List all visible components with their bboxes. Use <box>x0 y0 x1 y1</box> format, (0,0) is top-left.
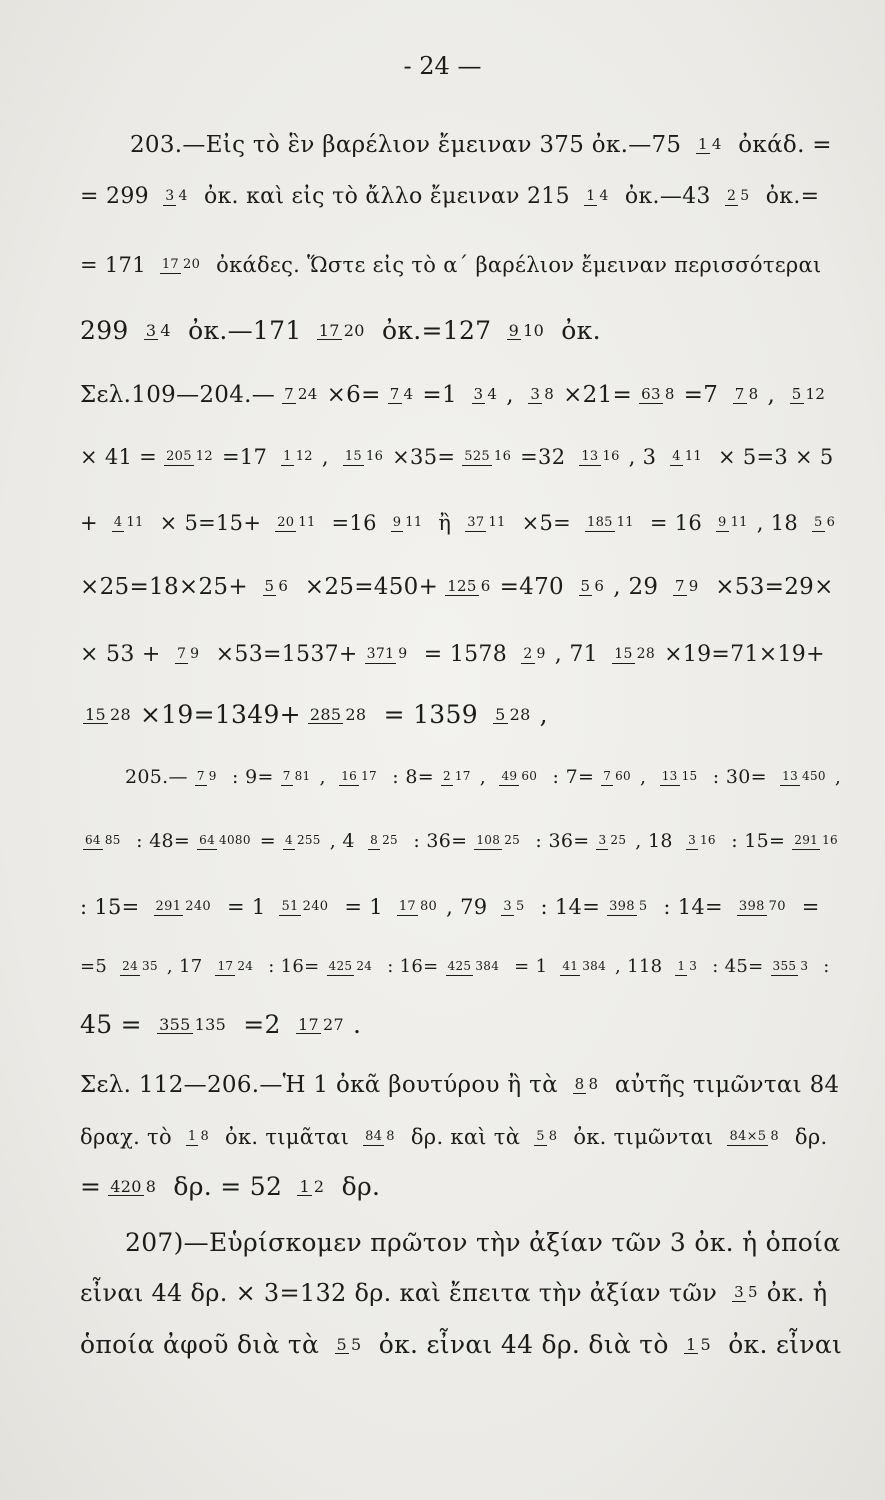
fraction: 1 5 <box>685 1335 711 1354</box>
fraction: 3 4 <box>145 321 171 340</box>
fraction: 20 11 <box>277 515 316 530</box>
fraction: 16 17 <box>339 768 379 786</box>
text-line: = 420 8 δρ. = 52 1 2 δρ. <box>80 1172 381 1201</box>
fraction: 8 25 <box>368 832 400 850</box>
fraction: 525 16 <box>464 449 512 464</box>
fraction: 64 4080 <box>197 832 253 850</box>
fraction: 205 12 <box>166 449 213 464</box>
fraction: 7 9 <box>176 646 200 662</box>
fraction: 8 8 <box>574 1075 599 1093</box>
fraction: 108 25 <box>474 832 522 850</box>
page-number: - 24 — <box>403 52 482 80</box>
text-line: =5 24 35 , 17 17 24 : 16= 425 24 : 16= 425 384 = 1 41 384 , 118 1 3 : 45= 355 3 : <box>80 956 830 977</box>
fraction: 7 8 <box>734 385 759 403</box>
fraction: 63 8 <box>641 385 675 403</box>
text-line: ×25=18×25+ 5 6 ×25=450+ 125 6 =470 5 6 , 29 7 9 ×53=29× <box>80 574 834 600</box>
fraction: 9 11 <box>718 515 748 530</box>
text-line: = 171 17 20 ὀκάδες. Ὥστε εἰς τὸ α΄ βαρέλιον ἔμειναν περισσότεραι <box>80 253 822 277</box>
fraction: 24 35 <box>120 958 160 976</box>
fraction: 5 5 <box>336 1335 362 1354</box>
text-line: + 4 11 × 5=15+ 20 11 =16 9 11 ἢ 37 11 ×5= 185 11 = 16 9 11 , 18 5 6 <box>80 511 836 535</box>
fraction: 64 85 <box>83 832 123 850</box>
fraction: 420 8 <box>110 1177 157 1196</box>
fraction: 7 9 <box>195 768 219 786</box>
fraction: 5 12 <box>791 385 826 403</box>
text-line: = 299 3 4 ὀκ. καὶ εἰς τὸ ἄλλο ἔμειναν 215 1 4 ὀκ.—43 2 5 ὀκ.= <box>80 184 820 209</box>
text-line: 299 3 4 ὀκ.—171 17 20 ὀκ.=127 9 10 ὀκ. <box>80 316 601 345</box>
fraction: 15 16 <box>344 449 384 464</box>
text-line: 205.— 7 9 : 9= 7 81 , 16 17 : 8= 2 17 , 49 60 : 7= 7 60 , 13 15 : 30= 13 450 , <box>125 766 842 788</box>
fraction: 371 9 <box>366 646 408 662</box>
fraction: 1 3 <box>675 958 699 976</box>
text-line: 203.—Εἰς τὸ ἓν βαρέλιον ἔμειναν 375 ὀκ.—75 1 4 ὀκάδ. = <box>130 132 832 158</box>
fraction: 17 24 <box>215 958 255 976</box>
text-line: 15 28 ×19=1349+ 285 28 = 1359 5 28 , <box>85 700 548 729</box>
fraction: 3 4 <box>165 188 188 204</box>
fraction: 4 11 <box>672 449 702 464</box>
fraction: 9 10 <box>508 321 545 340</box>
text-line: ὁποία ἀφοῦ διὰ τὰ 5 5 ὀκ. εἶναι 44 δρ. διὰ τὸ 1 5 ὀκ. εἶναι <box>80 1330 843 1359</box>
fraction: 5 6 <box>264 577 289 595</box>
fraction: 5 6 <box>814 515 836 530</box>
fraction: 1 12 <box>283 449 313 464</box>
fraction: 15 28 <box>614 646 656 662</box>
fraction: 17 20 <box>161 257 201 272</box>
text-line: Σελ.109—204.— 7 24 ×6= 7 4 =1 3 4 , 3 8 ×21= 63 8 =7 7 8 , 5 12 <box>80 382 826 408</box>
fraction: 3 5 <box>503 899 525 914</box>
fraction: 51 240 <box>281 899 329 914</box>
fraction: 3 4 <box>473 385 498 403</box>
fraction: 398 70 <box>738 899 786 914</box>
text-line: Σελ. 112—206.—Ἡ 1 ὀκᾶ βουτύρου ἢ τὰ 8 8 αὐτῆς τιμῶνται 84 <box>80 1072 840 1098</box>
text-line: : 15= 291 240 = 1 51 240 = 1 17 80 , 79 3 5 : 14= 398 5 : 14= 398 70 = <box>80 895 820 919</box>
text-line: 64 85 : 48= 64 4080 = 4 255 , 4 8 25 : 36= 108 25 : 36= 3 25 , 18 3 16 : 15= 291 16 <box>85 830 838 852</box>
fraction: 37 11 <box>467 515 506 530</box>
fraction: 5 28 <box>495 705 531 724</box>
fraction: 3 25 <box>596 832 628 850</box>
fraction: 1 2 <box>299 1177 325 1196</box>
fraction: 398 5 <box>609 899 648 914</box>
fraction: 1 8 <box>187 1129 210 1144</box>
fraction: 3 16 <box>686 832 718 850</box>
fraction: 1 4 <box>697 135 722 153</box>
fraction: 7 24 <box>284 385 318 403</box>
fraction: 17 20 <box>318 321 365 340</box>
fraction: 291 240 <box>155 899 211 914</box>
text-line: εἶναι 44 δρ. × 3=132 δρ. καὶ ἔπειτα τὴν ἀξίαν τῶν 3 5 ὀκ. ἡ <box>80 1279 828 1307</box>
text-line: 207)—Εὑρίσκομεν πρῶτον τὴν ἀξίαν τῶν 3 ὀκ. ἡ ὁποία <box>125 1228 841 1257</box>
fraction: 185 11 <box>587 515 634 530</box>
fraction: 13 16 <box>581 449 620 464</box>
fraction: 9 11 <box>392 515 423 530</box>
fraction: 355 3 <box>771 958 811 976</box>
fraction: 2 5 <box>727 188 750 204</box>
fraction: 7 4 <box>389 385 414 403</box>
fraction: 7 81 <box>281 768 313 786</box>
fraction: 7 60 <box>601 768 633 786</box>
fraction: 49 60 <box>499 768 539 786</box>
fraction: 4 11 <box>113 515 144 530</box>
fraction: 425 384 <box>446 958 502 976</box>
fraction: 15 28 <box>85 705 131 724</box>
text-line: δραχ. τὸ 1 8 ὀκ. τιμᾶται 84 8 δρ. καὶ τὰ 5 8 ὀκ. τιμῶνται 84×5 8 δρ. <box>80 1125 828 1149</box>
fraction: 1 4 <box>586 188 609 204</box>
fraction: 355 135 <box>159 1015 227 1034</box>
fraction: 5 8 <box>536 1129 558 1144</box>
fraction: 17 80 <box>398 899 438 914</box>
fraction: 17 27 <box>298 1015 344 1034</box>
fraction: 2 17 <box>441 768 473 786</box>
fraction: 125 6 <box>447 577 491 595</box>
fraction: 41 384 <box>560 958 608 976</box>
fraction: 291 16 <box>792 832 840 850</box>
fraction: 7 9 <box>674 577 699 595</box>
fraction: 84 8 <box>365 1129 395 1144</box>
text-line: 45 = 355 135 =2 17 27 . <box>80 1010 362 1039</box>
fraction: 13 15 <box>660 768 700 786</box>
text-line: × 41 = 205 12 =17 1 12 , 15 16 ×35= 525 16 =32 13 16 , 3 4 11 × 5=3 × 5 <box>80 445 834 469</box>
fraction: 5 6 <box>580 577 605 595</box>
fraction: 3 8 <box>530 385 555 403</box>
fraction: 3 5 <box>734 1283 758 1301</box>
fraction: 285 28 <box>309 705 367 724</box>
fraction: 425 24 <box>327 958 375 976</box>
fraction: 84×5 8 <box>729 1129 779 1144</box>
fraction: 2 9 <box>523 646 546 662</box>
text-line: × 53 + 7 9 ×53=1537+ 371 9 = 1578 2 9 , 71 15 28 ×19=71×19+ <box>80 642 825 667</box>
fraction: 4 255 <box>283 832 323 850</box>
fraction: 13 450 <box>780 768 828 786</box>
